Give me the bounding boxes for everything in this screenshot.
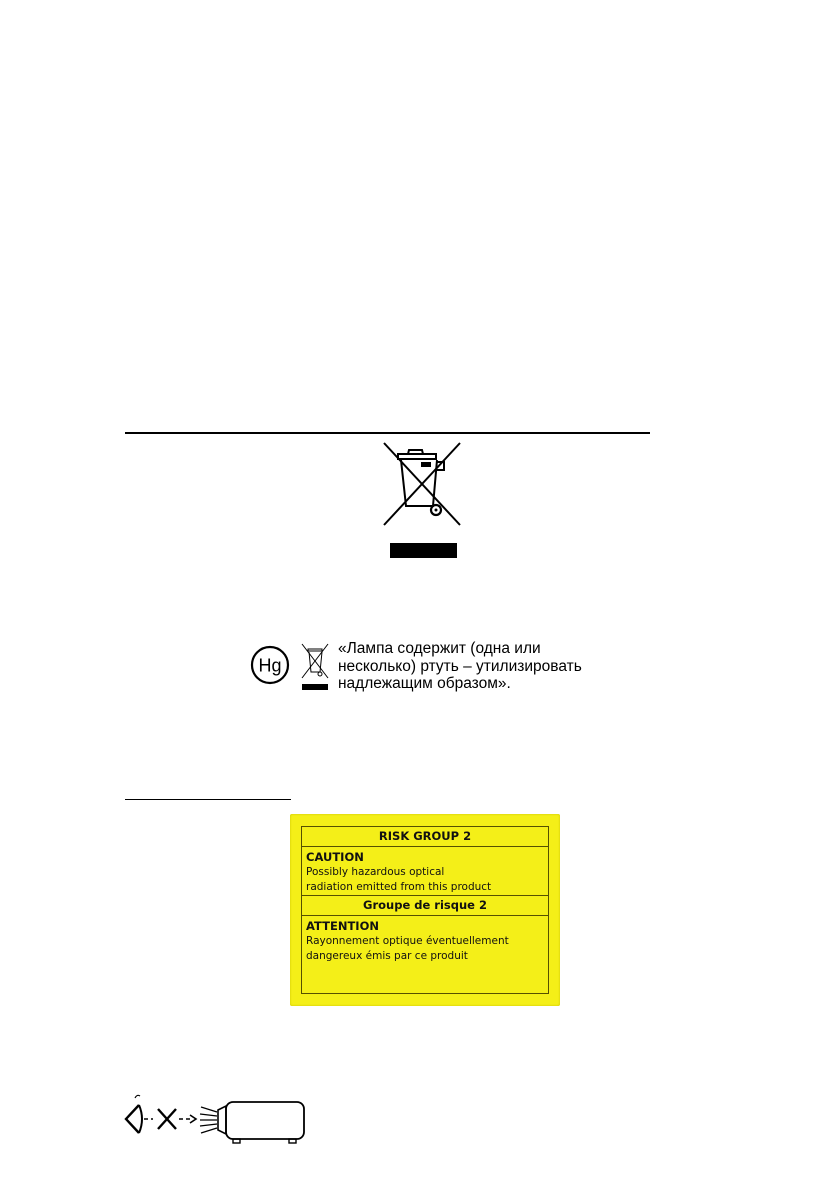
mercury-disposal-text xyxy=(338,640,582,693)
risk-label-frame xyxy=(301,826,549,994)
risk-group-label xyxy=(290,814,560,1006)
caution-text-line: Possibly hazardous optical xyxy=(306,866,445,878)
risk-caution-en xyxy=(302,847,548,896)
risk-caution-fr xyxy=(302,916,548,975)
crossed-out-wheelie-bin-icon xyxy=(378,440,464,530)
mercury-symbol-text: Hg xyxy=(258,655,282,676)
mercury-text-line: «Лампа содержит (одна или xyxy=(338,640,541,657)
attention-text-line: Rayonnement optique éventuellement xyxy=(306,935,509,947)
attention-keyword: ATTENTION xyxy=(306,919,379,933)
section-divider xyxy=(125,432,650,434)
weee-marking-bar-small xyxy=(302,684,328,690)
risk-heading-en: RISK GROUP 2 xyxy=(302,827,548,847)
mercury-hg-icon xyxy=(250,645,290,685)
risk-heading-fr: Groupe de risque 2 xyxy=(302,896,548,916)
attention-text-line: dangereux émis par ce produit xyxy=(306,950,468,962)
caution-text-line: radiation emitted from this product xyxy=(306,881,492,893)
do-not-stare-into-beam-icon xyxy=(123,1092,308,1150)
mercury-text-line: несколько) ртуть – утилизировать xyxy=(338,657,582,675)
mercury-notice xyxy=(250,640,630,700)
weee-marking-bar xyxy=(390,543,457,558)
crossed-out-wheelie-bin-icon xyxy=(300,642,330,682)
caution-keyword: CAUTION xyxy=(306,850,364,864)
section-divider-short xyxy=(125,799,291,800)
mercury-text-line: надлежащим образом». xyxy=(338,675,511,692)
